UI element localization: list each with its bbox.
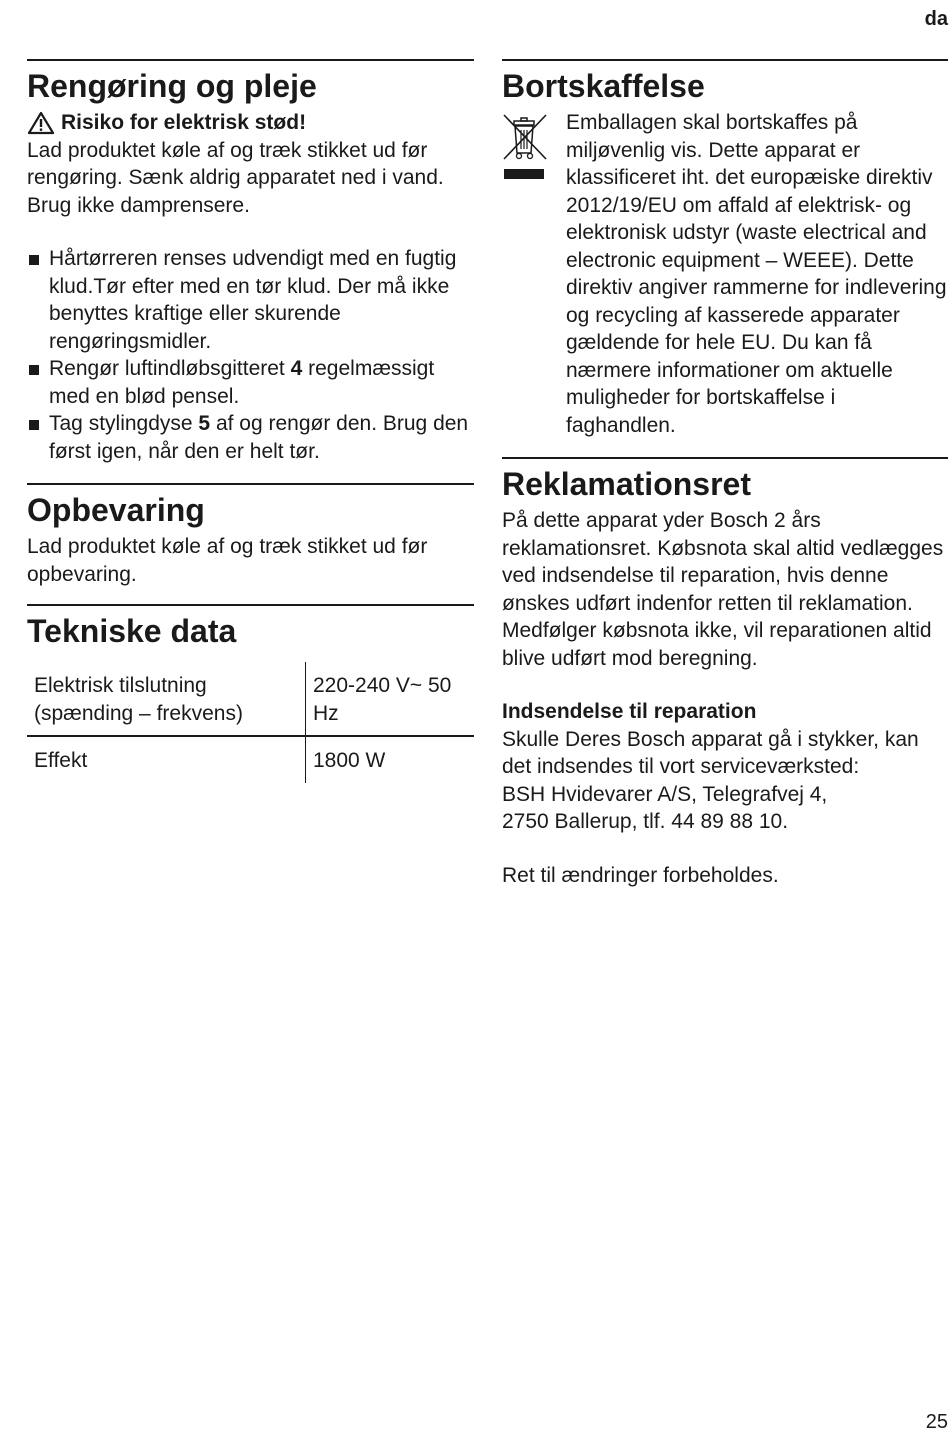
crossed-out-wheelie-bin-icon	[502, 109, 552, 439]
list-item	[27, 410, 474, 465]
warranty-text: På dette apparat yder Bosch 2 års reklamationsret. Købsnota skal altid vedlægges ved indsendelse til reparation, hvis denne ønskes udført indenfor retten til reklamation. Medfølger købsnota ikke, vil reparationen altid blive udført mod beregning.	[502, 509, 944, 670]
address-line-1: BSH Hvidevarer A/S, Telegrafvej 4,	[502, 782, 828, 806]
warning-triangle-icon	[27, 111, 55, 135]
cleaning-title: Rengøring og pleje	[27, 68, 317, 104]
table-cell-key: Effekt	[27, 736, 306, 783]
part-number: 4	[290, 357, 303, 380]
repair-text: Skulle Deres Bosch apparat gå i stykker, kan det indsendes til vort serviceværksted:	[502, 727, 919, 778]
page-number: 25	[925, 1411, 948, 1433]
bullet-square-icon	[29, 420, 39, 430]
disposal-body	[502, 109, 948, 439]
bullet-text: Tag stylingdyse	[49, 412, 199, 435]
table-row	[27, 736, 474, 783]
bullet-text: af og rengør den. Brug den først igen, når den er helt tør.	[49, 412, 469, 463]
technical-data-table	[27, 662, 474, 783]
bullet-text: regelmæssigt med en blød pensel.	[49, 357, 435, 408]
technical-title: Tekniske data	[27, 613, 237, 649]
bullet-square-icon	[29, 255, 39, 265]
bullet-text: Hårtørreren renses udvendigt med en fugtig klud.Tør efter med en tør klud. Der må ikke benyttes kraftige eller skurende rengøringsmidler.	[49, 247, 457, 353]
repair-subheading: Indsendelse til reparation	[502, 700, 757, 723]
left-column	[27, 59, 474, 783]
cleaning-bullet-list	[27, 245, 474, 465]
list-item	[27, 355, 474, 410]
storage-text: Lad produktet køle af og træk stikket ud før opbevaring.	[27, 535, 428, 586]
bullet-square-icon	[29, 365, 39, 375]
right-column	[502, 59, 948, 889]
part-number: 5	[198, 412, 211, 435]
warning-text: Risiko for elektrisk stød!	[61, 111, 307, 134]
warranty-title: Reklamationsret	[502, 466, 751, 502]
language-tag: da	[924, 8, 948, 30]
table-cell-value: 1800 W	[313, 749, 386, 772]
warranty-section	[502, 457, 948, 889]
disposal-text: Emballagen skal bortskaffes på miljøvenlig vis. Dette apparat er klassificeret iht. det europæiske direktiv 2012/19/EU om affald af elektrisk- og elektronisk udstyr (waste electrical and electronic equipment – WEEE). Dette direktiv angiver rammerne for indlevering og recycling af kasserede apparater gældende for hele EU. Du kan få nærmere informationer om aktuelle muligheder for bortskaffelse i faghandlen.	[566, 111, 947, 437]
table-cell-value: 220-240 V~ 50 Hz	[306, 662, 475, 736]
address-line-2: 2750 Ballerup, tlf. 44 89 88 10.	[502, 810, 789, 833]
storage-section	[27, 483, 474, 588]
table-row	[27, 662, 474, 736]
bullet-text: Rengør luftindløbsgitteret	[49, 357, 291, 380]
closing-note: Ret til ændringer forbeholdes.	[502, 863, 779, 887]
technical-section	[27, 604, 474, 783]
table-cell-key: Elektrisk tilslutning (spænding – frekvens)	[27, 662, 306, 736]
electric-shock-warning	[27, 109, 474, 137]
storage-title: Opbevaring	[27, 492, 205, 528]
disposal-title: Bortskaffelse	[502, 68, 705, 104]
list-item	[27, 245, 474, 355]
disposal-section	[502, 59, 948, 439]
cleaning-section	[27, 59, 474, 465]
cleaning-intro: Lad produktet køle af og træk stikket ud før rengøring. Sænk aldrig apparatet ned i vand. Brug ikke damprensere.	[27, 138, 444, 217]
